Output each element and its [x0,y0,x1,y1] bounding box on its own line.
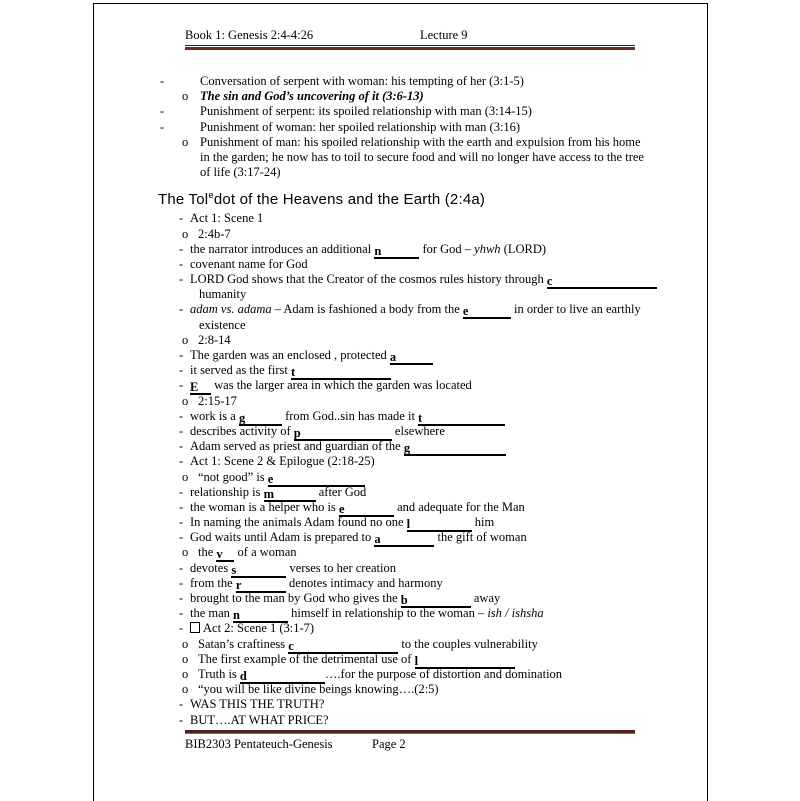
list-item [94,591,707,606]
text-segment: was the larger area in which the garden was located [211,378,472,393]
list-item-continuation [94,165,707,180]
text-segment: Truth is [198,666,240,681]
blank-hint-letter: c [288,638,294,653]
bullet-dash: - [179,241,184,256]
text-segment: verses to her creation [286,560,396,575]
text-segment: the [198,545,217,560]
list-item [94,104,707,119]
list-item [94,74,707,89]
text-segment: it served as the first [190,363,292,378]
text-segment: to the couples vulnerability [398,636,538,651]
list-item [94,424,707,439]
outline-list-main [94,211,707,727]
bullet-o: o [182,666,189,681]
list-item [94,333,707,348]
bullet-dash: - [160,74,165,88]
text-segment: The sin and God’s uncovering of it (3:6-13) [200,89,424,104]
blank-hint-letter: a [389,350,397,364]
blank-hint-letter: E [190,380,199,395]
list-item [94,530,707,545]
text-segment: Punishment of serpent: its spoiled relationship with man (3:14-15) [200,104,532,119]
bullet-dash: - [179,560,184,575]
bullet-dash: - [179,363,184,378]
heading-superscript: e [208,190,214,202]
list-item [94,697,707,712]
list-item [94,394,707,409]
text-segment: ish / ishsha [487,606,544,621]
checkbox-icon [190,622,200,633]
list-item [94,257,707,272]
list-item-continuation [94,150,707,165]
blank-hint-letter: t [291,365,296,380]
list-item [94,621,707,636]
list-item [94,348,707,363]
text-segment: Satan’s craftiness [198,636,289,651]
text-segment: of a woman [234,545,297,560]
blank-hint-letter: b [400,593,408,607]
text-segment: adam vs. adama [190,302,272,317]
document-page [93,3,708,801]
list-item [94,439,707,454]
text-segment: elsewhere [391,423,445,438]
text-segment: the narrator introduces an additional [190,241,375,256]
list-item [94,454,707,469]
bullet-o: o [182,682,189,697]
list-item [94,515,707,530]
bullet-o: o [182,636,189,651]
blank-hint-letter: l [406,517,411,532]
section-heading [158,187,707,209]
list-item [94,606,707,621]
list-item [94,637,707,652]
list-item [94,272,707,287]
text-segment: relationship is [190,484,264,499]
blank-hint-letter: d [239,668,247,683]
list-item [94,242,707,257]
bullet-dash: - [179,697,184,712]
list-item [94,652,707,667]
list-item [94,227,707,242]
text-segment: describes activity of [190,423,294,438]
list-item [94,713,707,728]
blank-hint-letter: n [374,243,382,258]
text-segment: 2:4b-7 [198,226,231,241]
bullet-o: o [182,332,189,347]
bullet-dash: - [179,591,184,605]
text-segment: humanity [199,287,247,302]
blank-hint-letter: p [293,425,301,440]
list-item [94,470,707,485]
text-segment: devotes [190,560,232,575]
blank-hint-letter: m [263,486,275,501]
bullet-o: o [182,89,189,104]
blank-hint-letter: g [238,410,246,425]
blank-hint-letter: s [231,562,237,577]
text-segment: from the [190,575,236,590]
heading-text-post: dot of the Heavens and the Earth (2:4a) [213,191,486,209]
list-item [94,135,707,150]
bullet-dash: - [179,302,184,317]
list-item [94,561,707,576]
text-segment: in the garden; he now has to toil to secure food and will no longer have access to the tree [200,149,644,164]
bullet-dash: - [179,515,184,530]
list-item [94,667,707,682]
bullet-dash: - [179,575,184,590]
bullet-dash: - [179,530,184,545]
text-segment: denotes intimacy and harmony [285,575,443,590]
text-segment: him [471,515,495,530]
list-item [94,378,707,393]
text-segment: yhwh [474,241,501,256]
list-item [94,302,707,317]
bullet-o: o [182,226,189,241]
bullet-dash: - [179,454,184,469]
text-segment: Conversation of serpent with woman: his tempting of her (3:1-5) [200,74,524,88]
text-segment: WAS THIS THE TRUTH? [190,697,325,712]
blank-hint-letter: r [235,577,242,592]
list-item-continuation [94,287,707,302]
bullet-o: o [182,134,189,149]
list-item [94,120,707,135]
text-segment: The first example of the detrimental use of [198,651,415,666]
list-item [94,409,707,424]
text-segment: (LORD) [500,241,547,256]
bullet-o: o [182,469,189,484]
text-segment: the woman is a helper who is [190,499,339,514]
bullet-o: o [182,545,189,560]
list-item [94,89,707,104]
bullet-dash: - [179,606,184,621]
text-segment: 2:8-14 [198,332,231,347]
text-segment: after God [315,484,367,499]
text-segment: work is a [190,408,239,423]
text-segment: covenant name for God [190,256,308,271]
blank-hint-letter: g [403,441,411,456]
bullet-dash: - [179,378,184,393]
bullet-dash: - [179,211,184,226]
text-segment: and adequate for the Man [393,499,525,514]
bullet-dash: - [179,621,184,636]
bullet-dash: - [160,119,165,134]
text-segment: Act 1: Scene 1 [190,211,264,226]
text-segment: “not good” is [198,469,268,484]
text-segment: brought to the man by God who gives the [190,591,401,605]
bullet-o: o [182,393,189,408]
bullet-dash: - [179,408,184,423]
blank-hint-letter: n [233,608,240,623]
list-item [94,500,707,515]
footer-page-number: Page 2 [372,736,406,751]
blank-hint-letter: l [414,653,419,668]
text-segment: in order to live an earthly [510,302,641,317]
text-segment: BUT….AT WHAT PRICE? [190,712,329,727]
blank-hint-letter: a [374,532,381,547]
header-rule [185,45,635,50]
outline-list-top [94,74,707,180]
list-item [94,485,707,500]
text-segment: Punishment of man: his spoiled relationship with the earth and expulsion from his home [200,134,641,149]
header-lecture-label: Lecture 9 [420,28,468,42]
header-title: Book 1: Genesis 2:4-4:26 [185,28,314,42]
text-segment: the man [190,606,234,621]
list-item-continuation [94,318,707,333]
bullet-dash: - [179,272,184,287]
bullet-dash: - [179,439,184,454]
blank-hint-letter: e [462,304,469,319]
bullet-dash: - [160,104,165,119]
text-segment: the gift of woman [434,530,527,545]
list-item [94,545,707,560]
list-item [94,211,707,226]
text-segment: LORD God shows that the Creator of the cosmos rules history through [190,272,547,287]
blank-hint-letter: e [267,471,274,486]
text-segment: for God – [419,241,475,256]
text-segment: away [470,591,501,605]
text-segment: ….for the purpose of distortion and domination [324,666,563,681]
bullet-dash: - [179,348,184,362]
heading-text-pre: The Tol [158,191,209,209]
text-segment: “you will be like divine beings knowing….(2:5) [198,682,439,697]
text-segment: – Adam is fashioned a body from the [271,302,463,317]
text-segment: of life (3:17-24) [200,165,281,180]
text-segment: In naming the animals Adam found no one [190,515,407,530]
bullet-dash: - [179,499,184,514]
bullet-dash: - [179,484,184,499]
text-segment: Act 2: Scene 1 (3:1-7) [203,621,315,636]
bullet-dash: - [179,712,184,727]
list-item [94,576,707,591]
page-header [94,28,707,45]
bullet-dash: - [179,256,184,271]
text-segment: The garden was an enclosed , protected [190,348,390,362]
text-segment: existence [199,317,246,332]
list-item [94,682,707,697]
text-segment: himself in relationship to the woman – [288,606,488,621]
blank-hint-letter: v [216,547,223,562]
text-segment: Adam served as priest and guardian of the [190,439,404,454]
footer-course-label: BIB2303 Pentateuch-Genesis [185,736,333,751]
footer-rule [185,730,635,734]
text-segment: Act 1: Scene 2 & Epilogue (2:18-25) [190,454,375,469]
blank-hint-letter: c [546,274,553,289]
page-footer [94,737,707,753]
text-segment: God waits until Adam is prepared to [190,530,375,545]
text-segment: from God..sin has made it [281,408,419,423]
blank-hint-letter: e [338,501,345,516]
blank-hint-letter: t [418,410,423,425]
bullet-dash: - [179,423,184,438]
list-item [94,363,707,378]
text-segment: 2:15-17 [198,393,237,408]
bullet-o: o [182,651,189,666]
text-segment: Punishment of woman: her spoiled relationship with man (3:16) [200,119,521,134]
